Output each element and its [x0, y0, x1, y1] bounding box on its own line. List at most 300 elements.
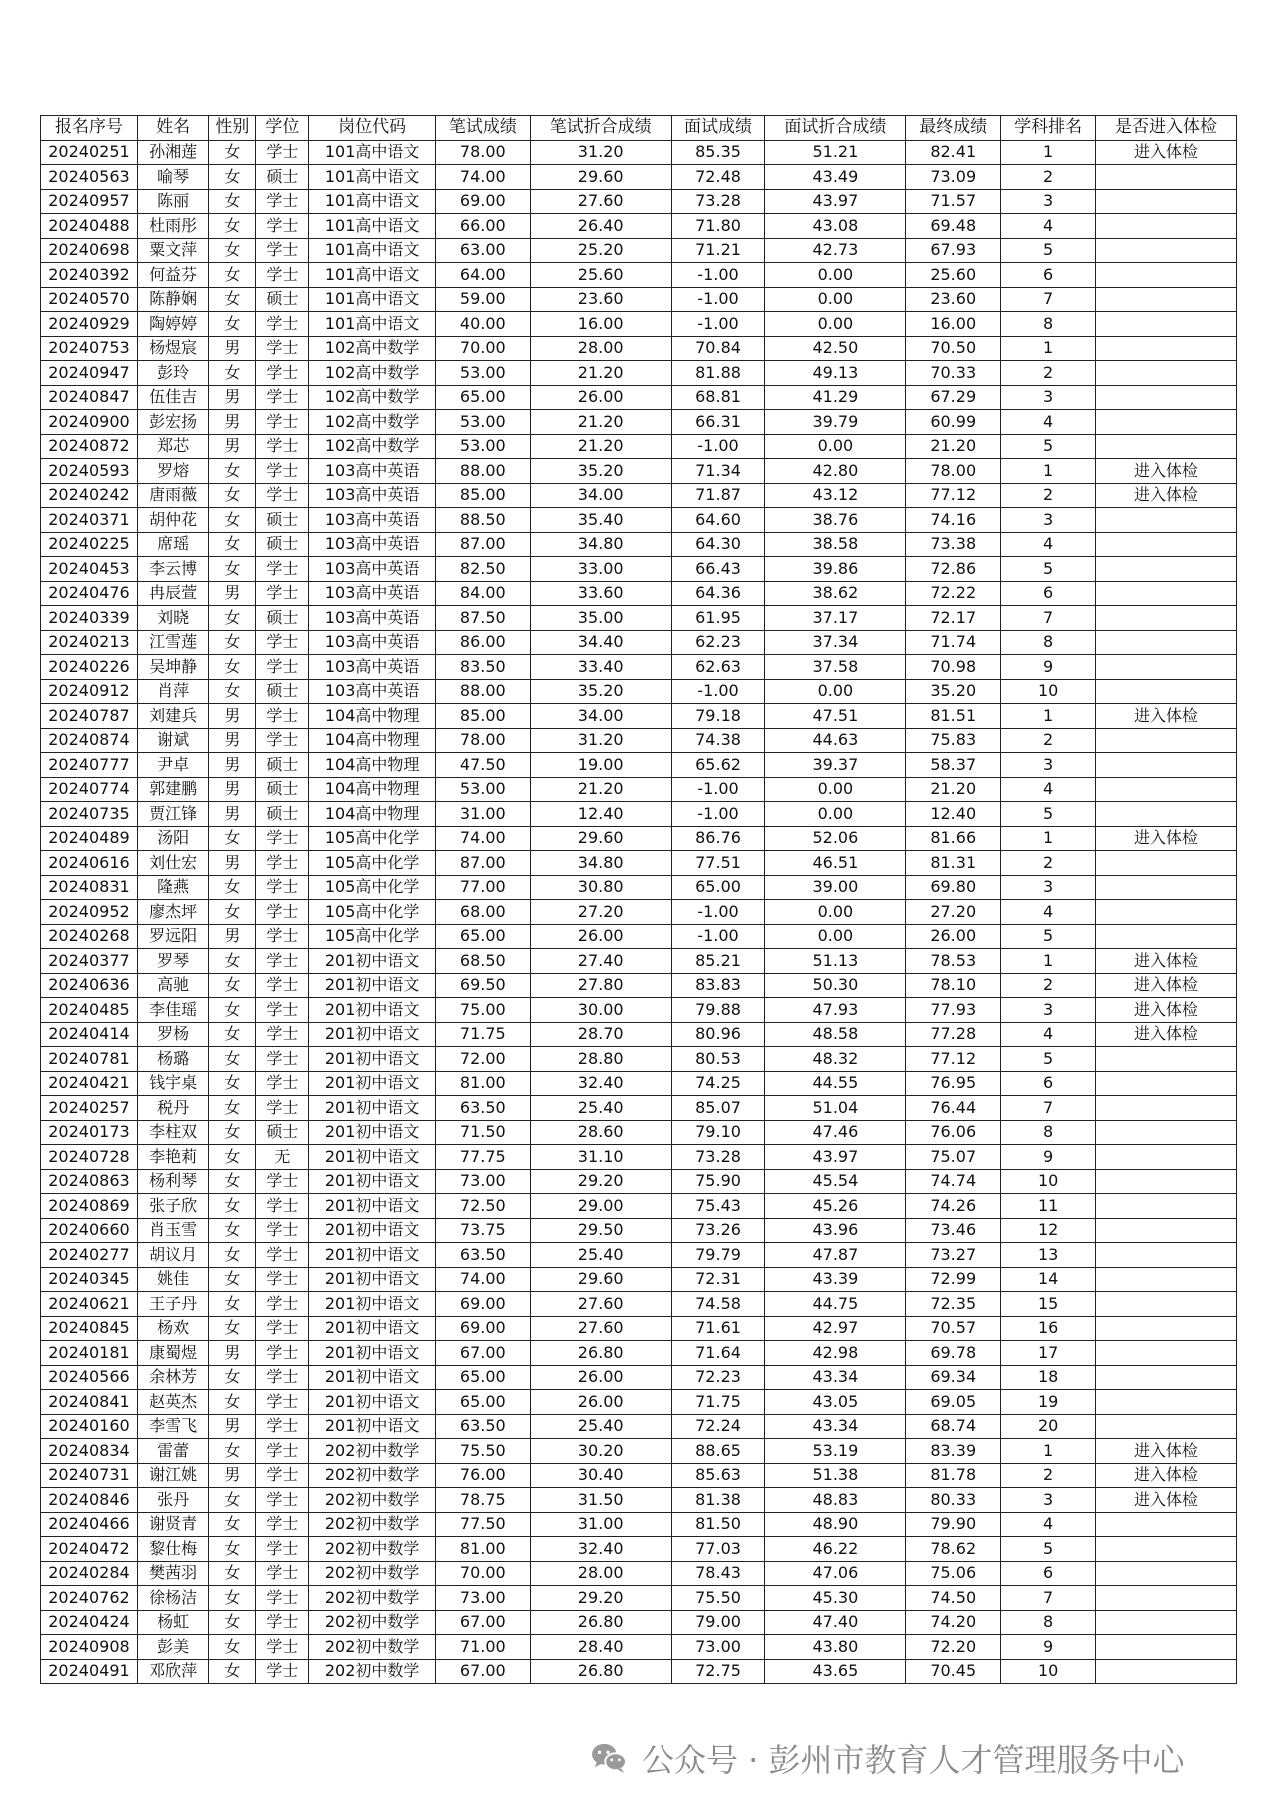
name-cell: 何益芬 — [137, 263, 208, 288]
written-score-cell: 84.00 — [435, 581, 530, 606]
written-score-cell: 68.00 — [435, 900, 530, 925]
rank-cell: 15 — [1001, 1292, 1096, 1317]
post-code-cell: 104高中物理 — [309, 777, 436, 802]
interview-score-cell: 71.75 — [671, 1390, 765, 1415]
name-cell: 杨利琴 — [137, 1169, 208, 1194]
physical-exam-cell: 进入体检 — [1096, 483, 1237, 508]
degree-cell: 学士 — [256, 1194, 309, 1219]
name-cell: 吴坤静 — [137, 655, 208, 680]
header-cell: 面试折合成绩 — [765, 116, 906, 141]
gender-cell: 女 — [209, 1635, 256, 1660]
degree-cell: 学士 — [256, 826, 309, 851]
rank-cell: 6 — [1001, 581, 1096, 606]
reg-no-cell: 20240952 — [41, 900, 138, 925]
header-cell: 报名序号 — [41, 116, 138, 141]
post-code-cell: 102高中数学 — [309, 336, 436, 361]
degree-cell: 学士 — [256, 998, 309, 1023]
table-row — [41, 1096, 1237, 1121]
interview-score-cell: 86.76 — [671, 826, 765, 851]
physical-exam-cell — [1096, 1537, 1237, 1562]
interview-score-cell: 81.50 — [671, 1512, 765, 1537]
final-score-cell: 77.12 — [906, 1047, 1001, 1072]
gender-cell: 女 — [209, 826, 256, 851]
table-row — [41, 1463, 1237, 1488]
reg-no-cell: 20240787 — [41, 704, 138, 729]
name-cell: 李佳瑶 — [137, 998, 208, 1023]
interview-weighted-cell: 43.97 — [765, 189, 906, 214]
physical-exam-cell — [1096, 1145, 1237, 1170]
name-cell: 伍佳吉 — [137, 385, 208, 410]
reg-no-cell: 20240392 — [41, 263, 138, 288]
name-cell: 罗熔 — [137, 459, 208, 484]
rank-cell: 5 — [1001, 924, 1096, 949]
post-code-cell: 102高中数学 — [309, 410, 436, 435]
gender-cell: 女 — [209, 679, 256, 704]
interview-score-cell: 65.00 — [671, 875, 765, 900]
post-code-cell: 103高中英语 — [309, 606, 436, 631]
physical-exam-cell — [1096, 655, 1237, 680]
table-row — [41, 655, 1237, 680]
post-code-cell: 101高中语文 — [309, 189, 436, 214]
reg-no-cell: 20240900 — [41, 410, 138, 435]
interview-score-cell: 88.65 — [671, 1439, 765, 1464]
physical-exam-cell — [1096, 189, 1237, 214]
gender-cell: 女 — [209, 165, 256, 190]
degree-cell: 学士 — [256, 1218, 309, 1243]
written-weighted-cell: 30.40 — [530, 1463, 671, 1488]
post-code-cell: 105高中化学 — [309, 826, 436, 851]
interview-score-cell: -1.00 — [671, 287, 765, 312]
degree-cell: 学士 — [256, 336, 309, 361]
physical-exam-cell — [1096, 1243, 1237, 1268]
degree-cell: 学士 — [256, 1096, 309, 1121]
final-score-cell: 81.78 — [906, 1463, 1001, 1488]
name-cell: 谢斌 — [137, 728, 208, 753]
interview-score-cell: 62.23 — [671, 630, 765, 655]
rank-cell: 1 — [1001, 949, 1096, 974]
rank-cell: 1 — [1001, 140, 1096, 165]
reg-no-cell: 20240226 — [41, 655, 138, 680]
interview-score-cell: 71.87 — [671, 483, 765, 508]
rank-cell: 1 — [1001, 704, 1096, 729]
degree-cell: 学士 — [256, 1341, 309, 1366]
table-row — [41, 1145, 1237, 1170]
name-cell: 税丹 — [137, 1096, 208, 1121]
reg-no-cell: 20240753 — [41, 336, 138, 361]
interview-score-cell: 72.75 — [671, 1659, 765, 1684]
gender-cell: 男 — [209, 753, 256, 778]
physical-exam-cell — [1096, 1586, 1237, 1611]
reg-no-cell: 20240847 — [41, 385, 138, 410]
gender-cell: 女 — [209, 875, 256, 900]
written-weighted-cell: 29.60 — [530, 165, 671, 190]
header-cell: 姓名 — [137, 116, 208, 141]
degree-cell: 学士 — [256, 1169, 309, 1194]
name-cell: 李艳莉 — [137, 1145, 208, 1170]
reg-no-cell: 20240453 — [41, 557, 138, 582]
table-row — [41, 385, 1237, 410]
rank-cell: 5 — [1001, 1047, 1096, 1072]
final-score-cell: 60.99 — [906, 410, 1001, 435]
interview-score-cell: 75.90 — [671, 1169, 765, 1194]
physical-exam-cell — [1096, 1218, 1237, 1243]
name-cell: 高驰 — [137, 973, 208, 998]
degree-cell: 硕士 — [256, 1120, 309, 1145]
name-cell: 彭玲 — [137, 361, 208, 386]
written-score-cell: 67.00 — [435, 1610, 530, 1635]
watermark-text: 公众号 · 彭州市教育人才管理服务中心 — [642, 1741, 1185, 1779]
interview-score-cell: 77.51 — [671, 851, 765, 876]
written-weighted-cell: 35.20 — [530, 679, 671, 704]
reg-no-cell: 20240831 — [41, 875, 138, 900]
reg-no-cell: 20240774 — [41, 777, 138, 802]
interview-weighted-cell: 37.34 — [765, 630, 906, 655]
rank-cell: 3 — [1001, 875, 1096, 900]
post-code-cell: 202初中数学 — [309, 1586, 436, 1611]
final-score-cell: 27.20 — [906, 900, 1001, 925]
interview-weighted-cell: 51.21 — [765, 140, 906, 165]
gender-cell: 男 — [209, 336, 256, 361]
table-row — [41, 1292, 1237, 1317]
name-cell: 肖玉雪 — [137, 1218, 208, 1243]
rank-cell: 1 — [1001, 459, 1096, 484]
interview-weighted-cell: 39.86 — [765, 557, 906, 582]
post-code-cell: 104高中物理 — [309, 802, 436, 827]
post-code-cell: 201初中语文 — [309, 1390, 436, 1415]
table-row — [41, 312, 1237, 337]
name-cell: 贾江锋 — [137, 802, 208, 827]
degree-cell: 学士 — [256, 1365, 309, 1390]
final-score-cell: 77.12 — [906, 483, 1001, 508]
table-row — [41, 753, 1237, 778]
table-row — [41, 1610, 1237, 1635]
table-row — [41, 851, 1237, 876]
gender-cell: 女 — [209, 606, 256, 631]
name-cell: 谢贤青 — [137, 1512, 208, 1537]
gender-cell: 男 — [209, 1463, 256, 1488]
written-score-cell: 88.00 — [435, 679, 530, 704]
written-weighted-cell: 25.40 — [530, 1243, 671, 1268]
final-score-cell: 82.41 — [906, 140, 1001, 165]
physical-exam-cell — [1096, 287, 1237, 312]
header-cell: 面试成绩 — [671, 116, 765, 141]
rank-cell: 2 — [1001, 361, 1096, 386]
table-row — [41, 1341, 1237, 1366]
rank-cell: 2 — [1001, 165, 1096, 190]
reg-no-cell: 20240277 — [41, 1243, 138, 1268]
written-score-cell: 75.00 — [435, 998, 530, 1023]
final-score-cell: 74.20 — [906, 1610, 1001, 1635]
physical-exam-cell — [1096, 1169, 1237, 1194]
post-code-cell: 103高中英语 — [309, 483, 436, 508]
degree-cell: 学士 — [256, 924, 309, 949]
physical-exam-cell — [1096, 1316, 1237, 1341]
physical-exam-cell — [1096, 1047, 1237, 1072]
written-score-cell: 64.00 — [435, 263, 530, 288]
final-score-cell: 72.99 — [906, 1267, 1001, 1292]
written-score-cell: 53.00 — [435, 410, 530, 435]
reg-no-cell: 20240371 — [41, 508, 138, 533]
written-score-cell: 74.00 — [435, 165, 530, 190]
gender-cell: 男 — [209, 777, 256, 802]
post-code-cell: 103高中英语 — [309, 655, 436, 680]
interview-score-cell: -1.00 — [671, 900, 765, 925]
written-score-cell: 86.00 — [435, 630, 530, 655]
degree-cell: 学士 — [256, 1022, 309, 1047]
physical-exam-cell — [1096, 312, 1237, 337]
rank-cell: 7 — [1001, 287, 1096, 312]
post-code-cell: 104高中物理 — [309, 728, 436, 753]
table-row — [41, 1586, 1237, 1611]
final-score-cell: 35.20 — [906, 679, 1001, 704]
name-cell: 樊茜羽 — [137, 1561, 208, 1586]
written-score-cell: 88.00 — [435, 459, 530, 484]
physical-exam-cell — [1096, 263, 1237, 288]
gender-cell: 男 — [209, 802, 256, 827]
interview-weighted-cell: 43.08 — [765, 214, 906, 239]
post-code-cell: 102高中数学 — [309, 385, 436, 410]
degree-cell: 学士 — [256, 1047, 309, 1072]
gender-cell: 女 — [209, 1390, 256, 1415]
table-row — [41, 1439, 1237, 1464]
header-cell: 学科排名 — [1001, 116, 1096, 141]
written-score-cell: 53.00 — [435, 361, 530, 386]
name-cell: 罗琴 — [137, 949, 208, 974]
post-code-cell: 103高中英语 — [309, 679, 436, 704]
name-cell: 罗远阳 — [137, 924, 208, 949]
interview-weighted-cell: 48.83 — [765, 1488, 906, 1513]
table-row — [41, 875, 1237, 900]
written-score-cell: 71.75 — [435, 1022, 530, 1047]
rank-cell: 9 — [1001, 1635, 1096, 1660]
gender-cell: 女 — [209, 1561, 256, 1586]
degree-cell: 学士 — [256, 851, 309, 876]
interview-weighted-cell: 41.29 — [765, 385, 906, 410]
reg-no-cell: 20240929 — [41, 312, 138, 337]
rank-cell: 8 — [1001, 312, 1096, 337]
name-cell: 杨璐 — [137, 1047, 208, 1072]
written-score-cell: 65.00 — [435, 924, 530, 949]
table-row — [41, 973, 1237, 998]
written-score-cell: 71.00 — [435, 1635, 530, 1660]
final-score-cell: 76.06 — [906, 1120, 1001, 1145]
written-score-cell: 78.00 — [435, 140, 530, 165]
written-weighted-cell: 27.60 — [530, 1292, 671, 1317]
degree-cell: 硕士 — [256, 532, 309, 557]
rank-cell: 13 — [1001, 1243, 1096, 1268]
degree-cell: 学士 — [256, 728, 309, 753]
reg-no-cell: 20240872 — [41, 434, 138, 459]
rank-cell: 2 — [1001, 728, 1096, 753]
gender-cell: 女 — [209, 459, 256, 484]
interview-score-cell: 73.28 — [671, 1145, 765, 1170]
written-weighted-cell: 31.20 — [530, 140, 671, 165]
interview-score-cell: 77.03 — [671, 1537, 765, 1562]
name-cell: 王子丹 — [137, 1292, 208, 1317]
written-score-cell: 77.75 — [435, 1145, 530, 1170]
written-weighted-cell: 26.00 — [530, 385, 671, 410]
interview-weighted-cell: 43.96 — [765, 1218, 906, 1243]
interview-weighted-cell: 46.22 — [765, 1537, 906, 1562]
rank-cell: 4 — [1001, 777, 1096, 802]
interview-score-cell: 73.26 — [671, 1218, 765, 1243]
physical-exam-cell — [1096, 385, 1237, 410]
degree-cell: 学士 — [256, 1635, 309, 1660]
written-weighted-cell: 29.00 — [530, 1194, 671, 1219]
header-cell: 学位 — [256, 116, 309, 141]
interview-weighted-cell: 51.38 — [765, 1463, 906, 1488]
final-score-cell: 81.31 — [906, 851, 1001, 876]
physical-exam-cell — [1096, 1414, 1237, 1439]
post-code-cell: 202初中数学 — [309, 1610, 436, 1635]
written-score-cell: 63.50 — [435, 1243, 530, 1268]
interview-weighted-cell: 43.65 — [765, 1659, 906, 1684]
gender-cell: 女 — [209, 949, 256, 974]
gender-cell: 女 — [209, 1659, 256, 1684]
degree-cell: 学士 — [256, 900, 309, 925]
interview-weighted-cell: 38.76 — [765, 508, 906, 533]
post-code-cell: 201初中语文 — [309, 949, 436, 974]
name-cell: 肖萍 — [137, 679, 208, 704]
table-row — [41, 777, 1237, 802]
interview-score-cell: 71.80 — [671, 214, 765, 239]
gender-cell: 女 — [209, 1267, 256, 1292]
rank-cell: 12 — [1001, 1218, 1096, 1243]
name-cell: 徐杨洁 — [137, 1586, 208, 1611]
name-cell: 康蜀煜 — [137, 1341, 208, 1366]
written-score-cell: 78.00 — [435, 728, 530, 753]
post-code-cell: 201初中语文 — [309, 998, 436, 1023]
degree-cell: 学士 — [256, 361, 309, 386]
interview-score-cell: 72.31 — [671, 1267, 765, 1292]
table-row — [41, 1120, 1237, 1145]
interview-weighted-cell: 45.26 — [765, 1194, 906, 1219]
name-cell: 黎仕梅 — [137, 1537, 208, 1562]
degree-cell: 学士 — [256, 1414, 309, 1439]
written-weighted-cell: 25.60 — [530, 263, 671, 288]
name-cell: 唐雨薇 — [137, 483, 208, 508]
written-score-cell: 77.00 — [435, 875, 530, 900]
physical-exam-cell — [1096, 1610, 1237, 1635]
table-row — [41, 1537, 1237, 1562]
name-cell: 喻琴 — [137, 165, 208, 190]
final-score-cell: 78.10 — [906, 973, 1001, 998]
final-score-cell: 70.45 — [906, 1659, 1001, 1684]
table-row — [41, 483, 1237, 508]
final-score-cell: 74.16 — [906, 508, 1001, 533]
table-row — [41, 704, 1237, 729]
interview-weighted-cell: 47.06 — [765, 1561, 906, 1586]
table-row — [41, 679, 1237, 704]
rank-cell: 5 — [1001, 434, 1096, 459]
rank-cell: 10 — [1001, 1659, 1096, 1684]
name-cell: 刘仕宏 — [137, 851, 208, 876]
header-cell: 性别 — [209, 116, 256, 141]
written-weighted-cell: 26.80 — [530, 1659, 671, 1684]
post-code-cell: 201初中语文 — [309, 1071, 436, 1096]
degree-cell: 学士 — [256, 1586, 309, 1611]
interview-weighted-cell: 44.63 — [765, 728, 906, 753]
interview-score-cell: 68.81 — [671, 385, 765, 410]
written-score-cell: 71.50 — [435, 1120, 530, 1145]
written-score-cell: 63.00 — [435, 238, 530, 263]
table-row — [41, 1047, 1237, 1072]
table-row — [41, 189, 1237, 214]
interview-weighted-cell: 47.51 — [765, 704, 906, 729]
table-row — [41, 630, 1237, 655]
table-row — [41, 263, 1237, 288]
rank-cell: 4 — [1001, 1512, 1096, 1537]
name-cell: 廖杰坪 — [137, 900, 208, 925]
reg-no-cell: 20240251 — [41, 140, 138, 165]
name-cell: 刘晓 — [137, 606, 208, 631]
interview-weighted-cell: 46.51 — [765, 851, 906, 876]
degree-cell: 学士 — [256, 459, 309, 484]
reg-no-cell: 20240485 — [41, 998, 138, 1023]
reg-no-cell: 20240472 — [41, 1537, 138, 1562]
final-score-cell: 75.06 — [906, 1561, 1001, 1586]
degree-cell: 硕士 — [256, 508, 309, 533]
table-row — [41, 1561, 1237, 1586]
written-score-cell: 65.00 — [435, 1365, 530, 1390]
name-cell: 彭宏扬 — [137, 410, 208, 435]
final-score-cell: 23.60 — [906, 287, 1001, 312]
header-cell: 笔试成绩 — [435, 116, 530, 141]
written-score-cell: 74.00 — [435, 1267, 530, 1292]
post-code-cell: 103高中英语 — [309, 508, 436, 533]
degree-cell: 硕士 — [256, 802, 309, 827]
gender-cell: 女 — [209, 1218, 256, 1243]
reg-no-cell: 20240616 — [41, 851, 138, 876]
rank-cell: 6 — [1001, 263, 1096, 288]
name-cell: 尹卓 — [137, 753, 208, 778]
reg-no-cell: 20240908 — [41, 1635, 138, 1660]
rank-cell: 4 — [1001, 410, 1096, 435]
post-code-cell: 201初中语文 — [309, 1169, 436, 1194]
post-code-cell: 201初中语文 — [309, 1243, 436, 1268]
written-weighted-cell: 30.20 — [530, 1439, 671, 1464]
written-score-cell: 59.00 — [435, 287, 530, 312]
interview-score-cell: 71.61 — [671, 1316, 765, 1341]
gender-cell: 男 — [209, 581, 256, 606]
interview-weighted-cell: 38.58 — [765, 532, 906, 557]
name-cell: 邓欣萍 — [137, 1659, 208, 1684]
reg-no-cell: 20240728 — [41, 1145, 138, 1170]
final-score-cell: 69.34 — [906, 1365, 1001, 1390]
table-row — [41, 1512, 1237, 1537]
physical-exam-cell — [1096, 1194, 1237, 1219]
post-code-cell: 102高中数学 — [309, 361, 436, 386]
interview-score-cell: 85.07 — [671, 1096, 765, 1121]
interview-score-cell: 64.30 — [671, 532, 765, 557]
interview-score-cell: 85.63 — [671, 1463, 765, 1488]
name-cell: 张丹 — [137, 1488, 208, 1513]
interview-score-cell: 61.95 — [671, 606, 765, 631]
table-row — [41, 606, 1237, 631]
degree-cell: 学士 — [256, 1292, 309, 1317]
rank-cell: 18 — [1001, 1365, 1096, 1390]
final-score-cell: 73.27 — [906, 1243, 1001, 1268]
degree-cell: 学士 — [256, 973, 309, 998]
written-score-cell: 70.00 — [435, 336, 530, 361]
degree-cell: 学士 — [256, 1071, 309, 1096]
degree-cell: 学士 — [256, 1463, 309, 1488]
written-weighted-cell: 19.00 — [530, 753, 671, 778]
gender-cell: 女 — [209, 1194, 256, 1219]
post-code-cell: 201初中语文 — [309, 1194, 436, 1219]
gender-cell: 男 — [209, 1341, 256, 1366]
reg-no-cell: 20240846 — [41, 1488, 138, 1513]
